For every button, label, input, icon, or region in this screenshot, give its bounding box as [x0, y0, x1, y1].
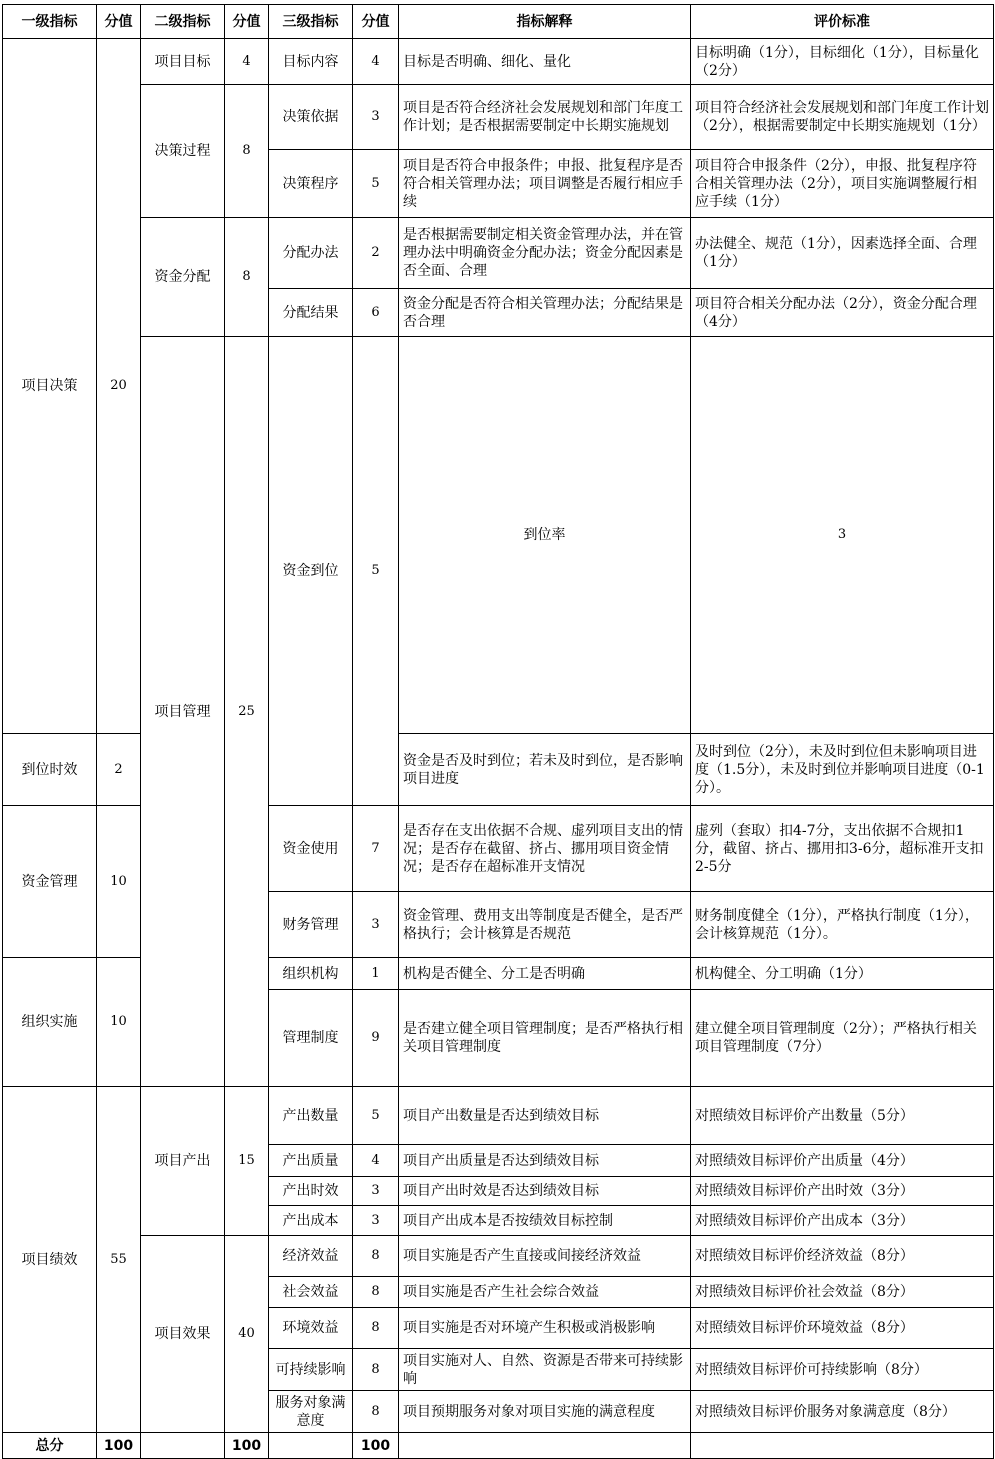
level3-name: 目标内容	[269, 39, 353, 85]
total-empty-cell	[399, 1433, 691, 1459]
level3-name: 决策依据	[269, 85, 353, 150]
standard-cell: 对照绩效目标评价产出数量（5分）	[691, 1087, 994, 1145]
level1-name: 项目绩效	[3, 1087, 97, 1433]
table-row	[3, 337, 994, 734]
indicator-table	[2, 4, 994, 1459]
level3-score: 2	[353, 218, 399, 289]
header-level2: 二级指标	[141, 5, 225, 39]
total-score-level1: 100	[97, 1433, 141, 1459]
standard-cell: 对照绩效目标评价产出质量（4分）	[691, 1145, 994, 1177]
level3-name: 产出数量	[269, 1087, 353, 1145]
level3-score: 3	[353, 1206, 399, 1236]
level2-name: 资金到位	[269, 337, 353, 806]
level3-score: 8	[353, 1349, 399, 1391]
level3-score: 4	[353, 39, 399, 85]
level3-score: 3	[353, 1177, 399, 1206]
level3-name: 资金使用	[269, 806, 353, 892]
level3-name: 环境效益	[269, 1308, 353, 1349]
level3-name: 服务对象满意度	[269, 1391, 353, 1433]
explain-cell: 是否存在支出依据不合规、虚列项目支出的情况；是否存在截留、挤占、挪用项目资金情况；是否存在超标准开支情况	[399, 806, 691, 892]
level3-score: 6	[353, 289, 399, 337]
level3-name: 管理制度	[269, 990, 353, 1087]
level2-name: 项目目标	[141, 39, 225, 85]
level3-name: 可持续影响	[269, 1349, 353, 1391]
explain-cell: 是否根据需要制定相关资金管理办法，并在管理办法中明确资金分配办法；资金分配因素是否全面、合理	[399, 218, 691, 289]
level1-name: 项目决策	[3, 39, 97, 734]
standard-cell: 目标明确（1分），目标细化（1分），目标量化（2分）	[691, 39, 994, 85]
header-level3: 三级指标	[269, 5, 353, 39]
level3-name: 社会效益	[269, 1277, 353, 1308]
table-row	[3, 1087, 994, 1145]
total-score-level3: 100	[353, 1433, 399, 1459]
level2-name: 决策过程	[141, 85, 225, 218]
explain-cell: 项目产出质量是否达到绩效目标	[399, 1145, 691, 1177]
standard-cell: 机构健全、分工明确（1分）	[691, 958, 994, 990]
level2-score: 10	[97, 806, 141, 958]
explain-cell: 项目实施是否对环境产生积极或消极影响	[399, 1308, 691, 1349]
explain-cell: 项目实施对人、自然、资源是否带来可持续影响	[399, 1349, 691, 1391]
header-row	[3, 5, 994, 39]
level3-name: 决策程序	[269, 150, 353, 218]
standard-cell: 项目符合申报条件（2分），申报、批复程序符合相关管理办法（2分），项目实施调整履行相应手续（1分）	[691, 150, 994, 218]
explain-cell: 资金是否及时到位；若未及时到位，是否影响项目进度	[399, 734, 691, 806]
explain-cell: 项目是否符合经济社会发展规划和部门年度工作计划；是否根据需要制定中长期实施规划	[399, 85, 691, 150]
level2-name: 资金分配	[141, 218, 225, 337]
standard-cell: 对照绩效目标评价经济效益（8分）	[691, 1236, 994, 1277]
level2-score: 8	[225, 218, 269, 337]
standard-cell: 建立健全项目管理制度（2分）；严格执行相关项目管理制度（7分）	[691, 990, 994, 1087]
explain-cell: 机构是否健全、分工是否明确	[399, 958, 691, 990]
header-standard: 评价标准	[691, 5, 994, 39]
level2-name: 项目效果	[141, 1236, 225, 1433]
level3-score: 2	[97, 734, 141, 806]
total-empty-cell	[141, 1433, 225, 1459]
standard-cell: 对照绩效目标评价环境效益（8分）	[691, 1308, 994, 1349]
level3-score: 7	[353, 806, 399, 892]
level3-score: 8	[353, 1277, 399, 1308]
table-row	[3, 218, 994, 289]
explain-cell: 项目是否符合申报条件；申报、批复程序是否符合相关管理办法；项目调整是否履行相应手续	[399, 150, 691, 218]
level1-score: 20	[97, 39, 141, 734]
level3-name: 到位时效	[3, 734, 97, 806]
explain-cell: 项目实施是否产生社会综合效益	[399, 1277, 691, 1308]
header-level1: 一级指标	[3, 5, 97, 39]
level3-score: 8	[353, 1308, 399, 1349]
level3-name: 分配办法	[269, 218, 353, 289]
header-score1: 分值	[97, 5, 141, 39]
explain-cell: 目标是否明确、细化、量化	[399, 39, 691, 85]
level2-score: 5	[353, 337, 399, 806]
level3-score: 5	[353, 1087, 399, 1145]
level3-name: 分配结果	[269, 289, 353, 337]
level1-score: 55	[97, 1087, 141, 1433]
level2-name: 项目产出	[141, 1087, 225, 1236]
total-row	[3, 1433, 994, 1459]
header-explain: 指标解释	[399, 5, 691, 39]
level3-score: 9	[353, 990, 399, 1087]
table-row	[3, 85, 994, 150]
level2-name: 资金管理	[3, 806, 97, 958]
explain-cell: 项目产出成本是否按绩效目标控制	[399, 1206, 691, 1236]
level3-score: 8	[353, 1391, 399, 1433]
level3-score: 4	[353, 1145, 399, 1177]
explain-cell: 是否建立健全项目管理制度；是否严格执行相关项目管理制度	[399, 990, 691, 1087]
header-score3: 分值	[353, 5, 399, 39]
level2-score: 15	[225, 1087, 269, 1236]
standard-cell: 对照绩效目标评价社会效益（8分）	[691, 1277, 994, 1308]
level2-score: 4	[225, 39, 269, 85]
level3-name: 财务管理	[269, 892, 353, 958]
standard-cell: 对照绩效目标评价产出成本（3分）	[691, 1206, 994, 1236]
header-score2: 分值	[225, 5, 269, 39]
standard-cell: 虚列（套取）扣4-7分，支出依据不合规扣1分，截留、挤占、挪用扣3-6分，超标准开支扣2-5分	[691, 806, 994, 892]
standard-cell: 项目符合相关分配办法（2分），资金分配合理（4分）	[691, 289, 994, 337]
level3-name: 组织机构	[269, 958, 353, 990]
standard-cell: 及时到位（2分），未及时到位但未影响项目进度（1.5分），未及时到位并影响项目进度（0-1分）。	[691, 734, 994, 806]
total-score-level2: 100	[225, 1433, 269, 1459]
level3-name: 经济效益	[269, 1236, 353, 1277]
explain-cell: 项目实施是否产生直接或间接经济效益	[399, 1236, 691, 1277]
level3-score: 3	[353, 892, 399, 958]
level3-score: 3	[691, 337, 994, 734]
table-row	[3, 1236, 994, 1277]
explain-cell: 项目产出时效是否达到绩效目标	[399, 1177, 691, 1206]
level1-score: 25	[225, 337, 269, 1087]
total-empty-cell	[691, 1433, 994, 1459]
explain-cell: 项目产出数量是否达到绩效目标	[399, 1087, 691, 1145]
level3-score: 8	[353, 1236, 399, 1277]
explain-cell: 资金分配是否符合相关管理办法；分配结果是否合理	[399, 289, 691, 337]
level2-score: 10	[97, 958, 141, 1087]
level3-name: 到位率	[399, 337, 691, 734]
total-empty-cell	[269, 1433, 353, 1459]
level3-score: 5	[353, 150, 399, 218]
level3-score: 1	[353, 958, 399, 990]
total-label: 总分	[3, 1433, 97, 1459]
level3-name: 产出时效	[269, 1177, 353, 1206]
standard-cell: 对照绩效目标评价服务对象满意度（8分）	[691, 1391, 994, 1433]
table-row	[3, 39, 994, 85]
standard-cell: 对照绩效目标评价可持续影响（8分）	[691, 1349, 994, 1391]
standard-cell: 办法健全、规范（1分），因素选择全面、合理（1分）	[691, 218, 994, 289]
level3-name: 产出质量	[269, 1145, 353, 1177]
standard-cell: 财务制度健全（1分），严格执行制度（1分），会计核算规范（1分）。	[691, 892, 994, 958]
level1-name: 项目管理	[141, 337, 225, 1087]
level3-score: 3	[353, 85, 399, 150]
explain-cell: 项目预期服务对象对项目实施的满意程度	[399, 1391, 691, 1433]
level2-score: 40	[225, 1236, 269, 1433]
standard-cell: 对照绩效目标评价产出时效（3分）	[691, 1177, 994, 1206]
level3-name: 产出成本	[269, 1206, 353, 1236]
level2-score: 8	[225, 85, 269, 218]
explain-cell: 资金管理、费用支出等制度是否健全，是否严格执行；会计核算是否规范	[399, 892, 691, 958]
standard-cell: 项目符合经济社会发展规划和部门年度工作计划（2分），根据需要制定中长期实施规划（1分）	[691, 85, 994, 150]
level2-name: 组织实施	[3, 958, 97, 1087]
